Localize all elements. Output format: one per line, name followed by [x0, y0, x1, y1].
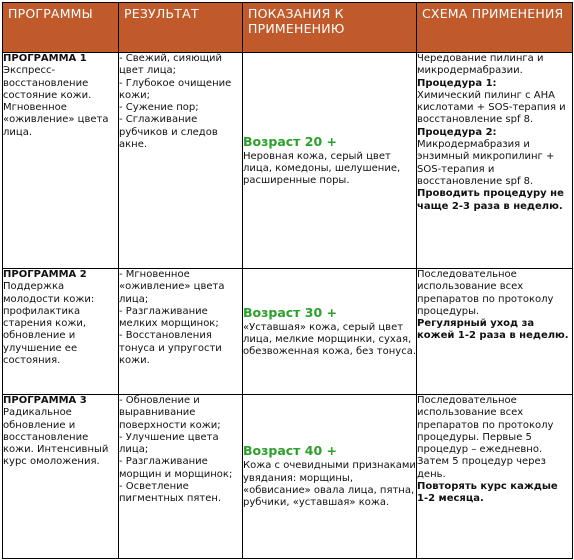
scheme-line: Химический пилинг с АНА кислотами + SOS-терапия и восстановление spf 8.	[417, 89, 566, 126]
scheme-line: Регулярный уход за кожей 1-2 раза в неделю.	[417, 318, 569, 342]
indications-cell	[243, 395, 417, 559]
indications-text: Неровная кожа, серый цвет лица, комедоны, шелушение, расширенные поры.	[243, 150, 401, 187]
scheme-line: Последовательное использование всех препаратов по протоколу процедуры.	[417, 269, 554, 317]
table-row	[3, 53, 573, 269]
result-item: - Глубокое очищение кожи;	[119, 77, 232, 101]
indications-cell	[243, 53, 417, 269]
scheme-line: Чередование пилинга и микродермабразии.	[417, 53, 544, 77]
program-cell	[3, 269, 119, 395]
scheme-line: Процедура 2:	[417, 126, 497, 138]
header-programs: ПРОГРАММЫ	[3, 3, 119, 53]
header-indications: ПОКАЗАНИЯ К ПРИМЕНЕНИЮ	[243, 3, 417, 53]
result-item: - Восстановления тонуса и упругости кожи.	[119, 330, 222, 367]
result-item: - Разглаживание мелких морщинок;	[119, 305, 219, 330]
header-result: РЕЗУЛЬТАТ	[119, 3, 243, 53]
scheme-line: Проводить процедуру не чаще 2-3 раза в неделю.	[417, 188, 564, 212]
indications-cell	[243, 269, 417, 395]
scheme-line: Последовательное использование всех препаратов по протоколу процедуры. Первые 5 процедур – ежедневно.	[417, 395, 554, 456]
program-description: Радикальное обновление и восстановление кожи. Интенсивный курс омоложения.	[3, 407, 109, 468]
program-name: ПРОГРАММА 2	[3, 269, 87, 280]
result-item: - Обновление и выравнивание поверхности кожи;	[119, 395, 221, 431]
scheme-line: Микродермабразия и энзимный микропилинг + SOS-терапия и восстановление spf 8.	[417, 139, 555, 187]
table-row	[3, 395, 573, 559]
result-cell	[119, 269, 243, 395]
header-scheme: СХЕМА ПРИМЕНЕНИЯ	[417, 3, 573, 53]
result-cell	[119, 53, 243, 269]
scheme-cell	[417, 395, 573, 559]
scheme-line: Процедура 1:	[417, 77, 497, 89]
program-cell	[3, 53, 119, 269]
result-item: - Сужение пор;	[119, 102, 199, 114]
scheme-cell	[417, 269, 573, 395]
age-label: Возраст 30 +	[243, 304, 337, 320]
result-item: - Сглаживание рубчиков и следов акне.	[119, 114, 218, 151]
result-item: - Мгновенное «оживление» цвета лица;	[119, 269, 225, 305]
age-label: Возраст 20 +	[243, 133, 337, 149]
program-description: Экспресс-восстановление состояние кожи. Мгновенное «оживление» цвета лица.	[3, 65, 109, 138]
program-name: ПРОГРАММА 1	[3, 53, 87, 64]
result-cell	[119, 395, 243, 559]
programs-table	[2, 2, 573, 559]
result-item: - Разглаживание морщин и морщинок;	[119, 456, 233, 480]
program-cell	[3, 395, 119, 559]
table-row	[3, 269, 573, 395]
result-item: - Осветление пигментных пятен.	[119, 481, 222, 505]
result-item: - Свежий, сияющий цвет лица;	[119, 53, 223, 77]
indications-text: Кожа с очевидными признаками увядания: морщины, «обвисание» овала лица, пятна, рубчики, «уставшая» кожа.	[243, 460, 416, 509]
indications-text: «Уставшая» кожа, серый цвет лица, мелкие морщинки, сухая, обезвоженная кожа, без тонуса.	[243, 321, 416, 358]
program-name: ПРОГРАММА 3	[3, 395, 87, 406]
program-description: Поддержка молодости кожи: профилактика старения кожи, обновление и улучшение ее состояния.	[3, 281, 95, 367]
header-row	[3, 3, 573, 53]
result-item: - Улучшение цвета лица;	[119, 431, 219, 456]
age-label: Возраст 40 +	[243, 443, 337, 459]
scheme-line: Затем 5 процедур через день.	[417, 456, 546, 480]
scheme-line: Повторять курс каждые 1-2 месяца.	[417, 481, 558, 505]
scheme-cell	[417, 53, 573, 269]
